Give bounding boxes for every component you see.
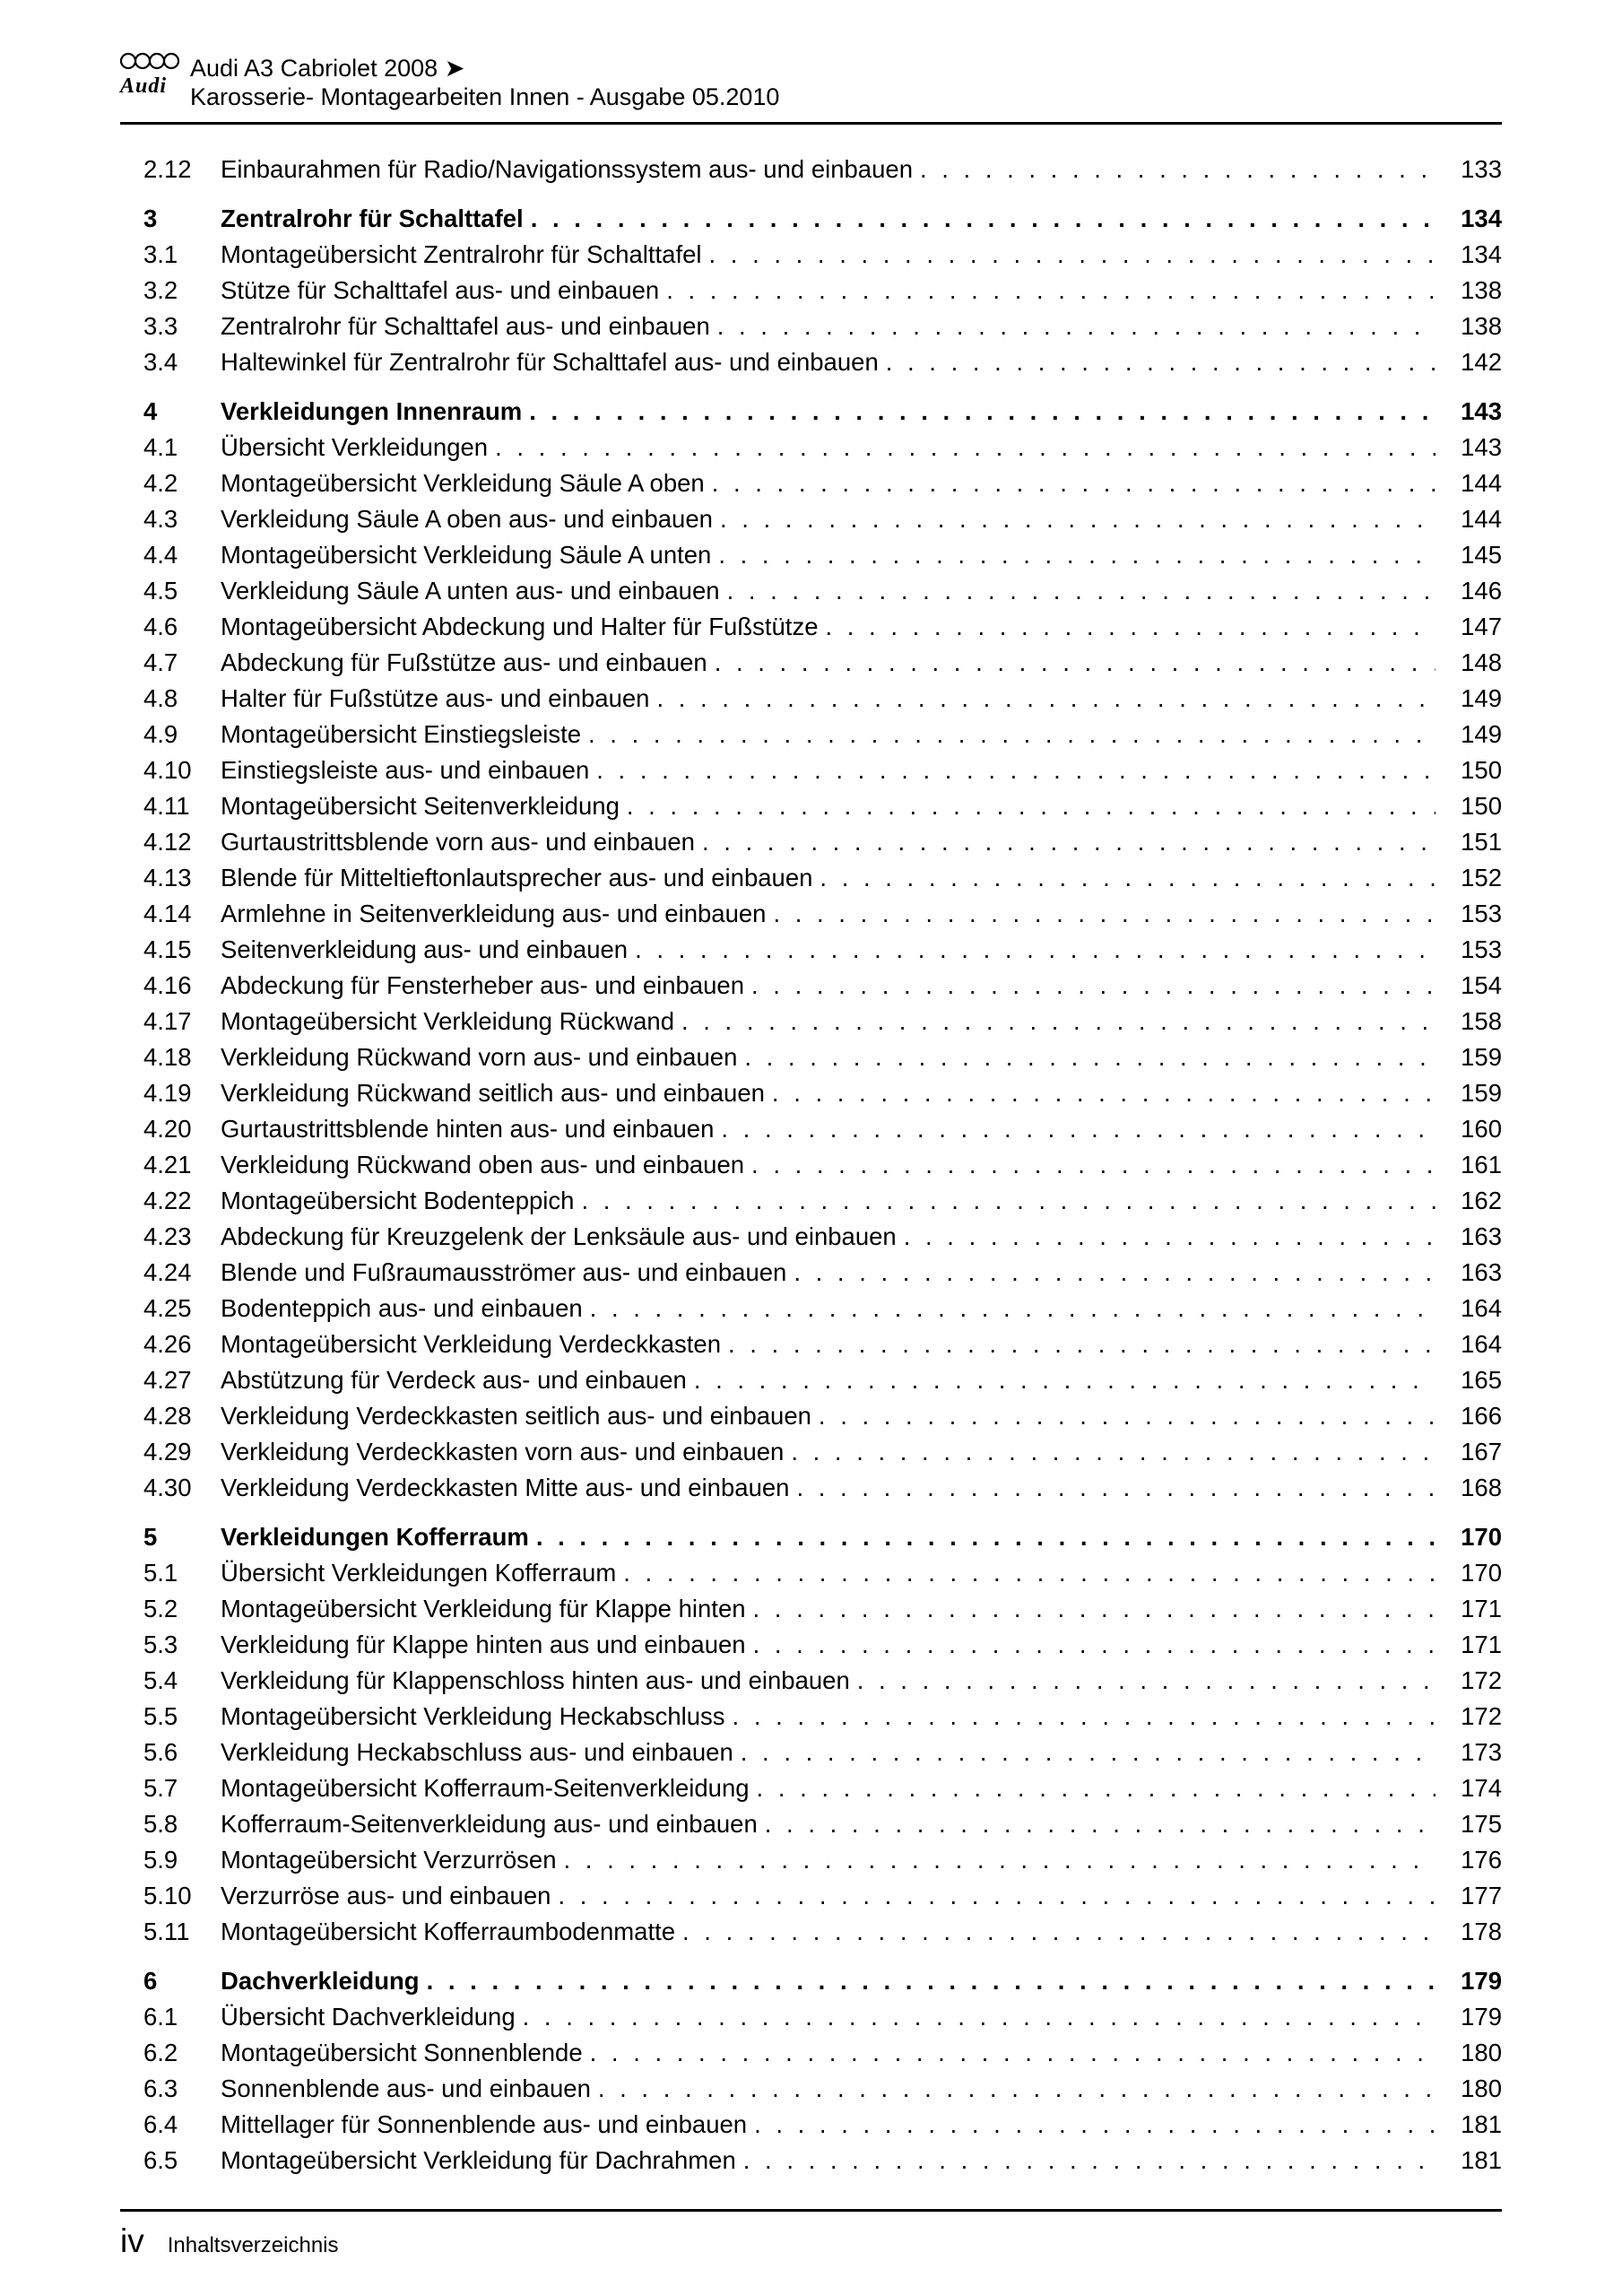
toc-entry-page: 172	[1461, 1666, 1502, 1694]
toc-dot-leader	[720, 501, 1436, 537]
toc-entry-number: 4.2	[143, 469, 178, 497]
toc-dot-leader	[635, 932, 1436, 968]
footer-line	[120, 2224, 1502, 2258]
toc-entry-number: 5.3	[143, 1631, 178, 1658]
toc-dot-leader	[531, 201, 1436, 237]
toc-entry-number: 4.13	[143, 864, 192, 891]
page-header	[120, 52, 1502, 111]
toc-entry-title: Stütze für Schalttafel aus- und einbauen	[221, 276, 660, 304]
toc-entry-title: Verkleidungen Innenraum	[221, 397, 523, 425]
toc-entry-page: 138	[1461, 276, 1502, 304]
toc-dot-leader	[727, 573, 1436, 609]
toc-entry-number: 4.5	[143, 577, 178, 604]
toc-dot-leader	[857, 1663, 1436, 1699]
toc-entry-number: 4.17	[143, 1007, 192, 1035]
header-text-block	[190, 52, 779, 111]
toc-entry-page: 163	[1461, 1222, 1502, 1250]
header-document-line: Karosserie- Montagearbeiten Innen - Ausgabe 05.2010	[190, 83, 780, 110]
toc-entry-page: 164	[1461, 1294, 1502, 1322]
header-model-line: Audi A3 Cabriolet 2008 ➤	[190, 55, 465, 82]
toc-dot-leader	[819, 1398, 1436, 1434]
toc-entry	[120, 309, 1502, 344]
toc-entry-title: Übersicht Dachverkleidung	[221, 2003, 516, 2031]
toc-entry	[120, 2107, 1502, 2143]
toc-entry	[120, 1075, 1502, 1111]
toc-entry-number: 4.28	[143, 1402, 192, 1430]
toc-entry-page: 171	[1461, 1631, 1502, 1658]
toc-entry-page: 163	[1461, 1258, 1502, 1286]
toc-dot-leader	[598, 2071, 1436, 2107]
toc-entry-page: 181	[1461, 2146, 1502, 2174]
toc-list	[120, 152, 1502, 2179]
toc-entry-title: Armlehne in Seitenverkleidung aus- und einbauen	[221, 900, 767, 927]
toc-entry-page: 143	[1461, 433, 1502, 461]
toc-dot-leader	[694, 1362, 1436, 1398]
toc-entry-title: Verkleidung Rückwand seitlich aus- und einbauen	[221, 1079, 765, 1107]
toc-entry	[120, 1004, 1502, 1039]
toc-entry	[120, 1663, 1502, 1699]
toc-dot-leader	[427, 1963, 1436, 1999]
toc-entry-number: 4.12	[143, 828, 192, 856]
toc-entry-title: Zentralrohr für Schalttafel aus- und einbauen	[221, 312, 710, 340]
toc-entry-page: 148	[1461, 648, 1502, 676]
toc-entry-number: 6	[143, 1967, 158, 1995]
toc-dot-leader	[715, 645, 1436, 681]
toc-entry-page: 170	[1461, 1559, 1502, 1587]
toc-entry-number: 5.7	[143, 1774, 178, 1802]
toc-entry	[120, 824, 1502, 860]
toc-entry-page: 146	[1461, 577, 1502, 604]
toc-entry-title: Kofferraum-Seitenverkleidung aus- und einbauen	[221, 1810, 758, 1838]
toc-entry-number: 4.18	[143, 1043, 192, 1071]
toc-entry-title: Seitenverkleidung aus- und einbauen	[221, 935, 629, 963]
toc-entry	[120, 1914, 1502, 1950]
toc-entry-page: 138	[1461, 312, 1502, 340]
toc-entry	[120, 1878, 1502, 1914]
toc-entry-page: 153	[1461, 900, 1502, 927]
toc-entry-title: Blende und Fußraumausströmer aus- und einbauen	[221, 1258, 787, 1286]
toc-entry-title: Montageübersicht Verzurrösen	[221, 1846, 557, 1874]
toc-entry-number: 4.9	[143, 720, 178, 748]
toc-dot-leader	[564, 1842, 1436, 1878]
toc-entry-number: 6.1	[143, 2003, 178, 2031]
toc-dot-leader	[581, 1183, 1436, 1219]
audi-brand-block	[120, 52, 190, 99]
toc-entry-number: 6.2	[143, 2039, 178, 2066]
toc-entry-page: 134	[1461, 204, 1502, 232]
toc-entry	[120, 465, 1502, 501]
header-divider	[120, 122, 1502, 125]
toc-entry-number: 4.10	[143, 756, 192, 784]
toc-entry-page: 179	[1461, 2003, 1502, 2031]
toc-entry-number: 5.11	[143, 1918, 190, 1945]
toc-entry-title: Abstützung für Verdeck aus- und einbauen	[221, 1366, 687, 1394]
toc-entry-title: Verkleidung Verdeckkasten Mitte aus- und einbauen	[221, 1474, 790, 1501]
toc-entry	[120, 1555, 1502, 1591]
toc-entry-page: 172	[1461, 1702, 1502, 1730]
toc-entry-page: 158	[1461, 1007, 1502, 1035]
toc-entry-number: 5.1	[143, 1559, 178, 1587]
toc-entry-title: Montageübersicht Zentralrohr für Schalttafel	[221, 240, 702, 268]
toc-entry-page: 133	[1461, 155, 1502, 183]
toc-entry-title: Verkleidung Rückwand oben aus- und einbauen	[221, 1151, 745, 1178]
toc-entry-title: Gurtaustrittsblende vorn aus- und einbauen	[221, 828, 695, 856]
toc-entry-title: Blende für Mitteltieftonlautsprecher aus- und einbauen	[221, 864, 813, 891]
toc-entry-number: 5.6	[143, 1738, 178, 1766]
toc-entry-title: Montageübersicht Bodenteppich	[221, 1187, 575, 1214]
toc-entry	[120, 1963, 1502, 1999]
toc-entry-number: 3.2	[143, 276, 178, 304]
toc-dot-leader	[681, 1004, 1436, 1039]
toc-entry-number: 5	[143, 1523, 158, 1551]
toc-entry-number: 4.22	[143, 1187, 192, 1214]
toc-dot-leader	[794, 1255, 1436, 1291]
toc-entry-number: 3.3	[143, 312, 178, 340]
toc-entry-title: Einbaurahmen für Radio/Navigationssystem aus- und einbauen	[221, 155, 913, 183]
toc-dot-leader	[733, 1699, 1436, 1735]
toc-entry-number: 4.27	[143, 1366, 192, 1394]
toc-dot-leader	[590, 1291, 1436, 1326]
toc-entry-number: 4.7	[143, 648, 178, 676]
toc-entry	[120, 1699, 1502, 1735]
toc-entry-number: 2.12	[143, 155, 192, 183]
toc-entry	[120, 201, 1502, 237]
toc-entry-number: 3.4	[143, 348, 178, 376]
toc-dot-leader	[718, 537, 1436, 573]
audi-rings-icon	[120, 52, 179, 74]
toc-entry-page: 176	[1461, 1846, 1502, 1874]
toc-entry-number: 4.14	[143, 900, 192, 927]
toc-entry-number: 4.30	[143, 1474, 192, 1501]
toc-entry-page: 173	[1461, 1738, 1502, 1766]
toc-entry-number: 4.16	[143, 971, 192, 999]
toc-dot-leader	[751, 1147, 1436, 1183]
toc-dot-leader	[741, 1735, 1436, 1770]
toc-entry-page: 152	[1461, 864, 1502, 891]
toc-entry-number: 5.9	[143, 1846, 178, 1874]
toc-entry	[120, 645, 1502, 681]
toc-entry-number: 4.29	[143, 1438, 192, 1465]
toc-entry-number: 4.1	[143, 433, 178, 461]
toc-entry	[120, 2035, 1502, 2071]
toc-entry	[120, 1519, 1502, 1555]
toc-entry-title: Montageübersicht Verkleidung Heckabschluss	[221, 1702, 725, 1730]
toc-entry	[120, 788, 1502, 824]
toc-entry-number: 4.20	[143, 1115, 192, 1143]
toc-entry-title: Montageübersicht Kofferraum-Seitenverkleidung	[221, 1774, 750, 1802]
toc-dot-leader	[820, 860, 1436, 896]
toc-dot-leader	[596, 752, 1436, 788]
toc-entry-number: 4	[143, 397, 158, 425]
toc-dot-leader	[495, 430, 1436, 465]
toc-entry-page: 166	[1461, 1402, 1502, 1430]
toc-dot-leader	[558, 1878, 1436, 1914]
toc-entry-number: 5.2	[143, 1595, 178, 1622]
toc-dot-leader	[627, 788, 1436, 824]
toc-entry-number: 3.1	[143, 240, 178, 268]
toc-dot-leader	[773, 896, 1436, 932]
toc-dot-leader	[717, 309, 1436, 344]
toc-entry-page: 143	[1461, 397, 1502, 425]
toc-dot-leader	[666, 273, 1436, 309]
toc-entry	[120, 573, 1502, 609]
toc-entry-title: Gurtaustrittsblende hinten aus- und einbauen	[221, 1115, 715, 1143]
toc-entry-title: Montageübersicht Abdeckung und Halter für Fußstütze	[221, 613, 819, 640]
toc-dot-leader	[826, 609, 1436, 645]
toc-entry-number: 3	[143, 204, 158, 232]
toc-entry	[120, 968, 1502, 1004]
toc-entry-page: 159	[1461, 1079, 1502, 1107]
toc-entry	[120, 1806, 1502, 1842]
toc-entry-title: Dachverkleidung	[221, 1967, 420, 1995]
toc-entry-title: Montageübersicht Verkleidung Verdeckkasten	[221, 1330, 721, 1358]
toc-entry-number: 4.6	[143, 613, 178, 640]
toc-entry-page: 181	[1461, 2110, 1502, 2138]
toc-entry-title: Einstiegsleiste aus- und einbauen	[221, 756, 590, 784]
toc-entry	[120, 860, 1502, 896]
toc-entry-title: Übersicht Verkleidungen	[221, 433, 489, 461]
toc-entry-page: 150	[1461, 792, 1502, 820]
toc-entry-title: Verkleidung Säule A oben aus- und einbauen	[221, 505, 713, 533]
toc-entry	[120, 681, 1502, 717]
toc-entry	[120, 1770, 1502, 1806]
toc-entry	[120, 1470, 1502, 1506]
toc-dot-leader	[743, 2143, 1436, 2179]
toc-entry	[120, 2143, 1502, 2179]
footer-page-number: iv	[120, 2222, 144, 2259]
toc-entry-title: Abdeckung für Fußstütze aus- und einbauen	[221, 648, 707, 676]
toc-entry-page: 175	[1461, 1810, 1502, 1838]
toc-entry-title: Zentralrohr für Schalttafel	[221, 204, 524, 232]
toc-dot-leader	[772, 1075, 1436, 1111]
toc-dot-leader	[523, 1999, 1436, 2035]
toc-dot-leader	[529, 394, 1436, 430]
toc-entry-title: Montageübersicht Seitenverkleidung	[221, 792, 620, 820]
toc-entry-number: 6.4	[143, 2110, 178, 2138]
toc-entry-number: 5.8	[143, 1810, 178, 1838]
toc-entry-number: 4.4	[143, 541, 178, 569]
toc-entry-title: Montageübersicht Verkleidung Säule A oben	[221, 469, 705, 497]
footer-divider	[120, 2209, 1502, 2212]
toc-entry	[120, 1398, 1502, 1434]
toc-entry-page: 167	[1461, 1438, 1502, 1465]
toc-dot-leader	[712, 465, 1436, 501]
toc-entry	[120, 1591, 1502, 1627]
toc-entry	[120, 394, 1502, 430]
toc-entry	[120, 237, 1502, 273]
toc-entry-page: 149	[1461, 684, 1502, 712]
toc-entry-page: 154	[1461, 971, 1502, 999]
footer-section-title: Inhaltsverzeichnis	[167, 2233, 339, 2257]
toc-entry-title: Montageübersicht Kofferraumbodenmatte	[221, 1918, 676, 1945]
toc-entry	[120, 609, 1502, 645]
toc-entry-page: 177	[1461, 1882, 1502, 1909]
toc-entry-number: 5.10	[143, 1882, 192, 1909]
toc-entry-page: 170	[1461, 1523, 1502, 1551]
toc-entry-page: 150	[1461, 756, 1502, 784]
toc-dot-leader	[754, 2107, 1436, 2143]
toc-entry	[120, 1147, 1502, 1183]
toc-dot-leader	[728, 1326, 1436, 1362]
toc-dot-leader	[590, 2035, 1436, 2071]
toc-entry	[120, 537, 1502, 573]
toc-entry-number: 4.8	[143, 684, 178, 712]
toc-entry-page: 153	[1461, 935, 1502, 963]
toc-entry-page: 144	[1461, 505, 1502, 533]
toc-entry	[120, 1183, 1502, 1219]
toc-entry	[120, 1735, 1502, 1770]
toc-dot-leader	[791, 1434, 1436, 1470]
toc-entry-number: 4.24	[143, 1258, 192, 1286]
toc-entry-page: 149	[1461, 720, 1502, 748]
toc-entry-number: 6.5	[143, 2146, 178, 2174]
toc-entry-title: Montageübersicht Verkleidung Säule A unten	[221, 541, 712, 569]
toc-entry-page: 160	[1461, 1115, 1502, 1143]
toc-entry	[120, 1111, 1502, 1147]
toc-entry-title: Montageübersicht Verkleidung für Klappe hinten	[221, 1595, 746, 1622]
toc-entry	[120, 1219, 1502, 1255]
toc-entry-page: 171	[1461, 1595, 1502, 1622]
toc-entry	[120, 430, 1502, 465]
toc-dot-leader	[721, 1111, 1436, 1147]
toc-entry-title: Verkleidung Verdeckkasten seitlich aus- und einbauen	[221, 1402, 811, 1430]
toc-entry-title: Mittellager für Sonnenblende aus- und einbauen	[221, 2110, 748, 2138]
toc-entry	[120, 717, 1502, 752]
toc-entry-title: Verkleidung Säule A unten aus- und einbauen	[221, 577, 720, 604]
toc-entry-title: Haltewinkel für Zentralrohr für Schalttafel aus- und einbauen	[221, 348, 879, 376]
toc-entry-title: Verkleidung Heckabschluss aus- und einbauen	[221, 1738, 733, 1766]
toc-dot-leader	[757, 1770, 1436, 1806]
toc-entry-page: 144	[1461, 469, 1502, 497]
toc-entry-title: Montageübersicht Einstiegsleiste	[221, 720, 582, 748]
toc-entry-title: Montageübersicht Verkleidung Rückwand	[221, 1007, 674, 1035]
toc-dot-leader	[920, 152, 1436, 187]
toc-entry-page: 159	[1461, 1043, 1502, 1071]
toc-dot-leader	[682, 1914, 1436, 1950]
toc-dot-leader	[744, 1039, 1436, 1075]
toc-dot-leader	[709, 237, 1436, 273]
toc-dot-leader	[702, 824, 1436, 860]
toc-entry-title: Montageübersicht Verkleidung für Dachrahmen	[221, 2146, 736, 2174]
toc-entry-title: Bodenteppich aus- und einbauen	[221, 1294, 583, 1322]
toc-entry	[120, 1362, 1502, 1398]
toc-entry-page: 145	[1461, 541, 1502, 569]
toc-entry-page: 162	[1461, 1187, 1502, 1214]
toc-entry	[120, 896, 1502, 932]
toc-entry	[120, 932, 1502, 968]
toc-entry	[120, 501, 1502, 537]
toc-entry-number: 4.3	[143, 505, 178, 533]
toc-entry-number: 5.4	[143, 1666, 178, 1694]
toc-entry-number: 4.11	[143, 792, 190, 820]
toc-dot-leader	[656, 681, 1436, 717]
toc-dot-leader	[765, 1806, 1436, 1842]
toc-entry-title: Abdeckung für Fensterheber aus- und einbauen	[221, 971, 745, 999]
toc-entry-page: 179	[1461, 1967, 1502, 1995]
toc-entry-title: Verkleidung Rückwand vorn aus- und einbauen	[221, 1043, 738, 1071]
toc-entry-page: 147	[1461, 613, 1502, 640]
toc-entry	[120, 344, 1502, 380]
toc-entry	[120, 1255, 1502, 1291]
toc-dot-leader	[753, 1591, 1436, 1627]
toc-entry-title: Verkleidung Verdeckkasten vorn aus- und einbauen	[221, 1438, 785, 1465]
toc-entry-number: 4.25	[143, 1294, 192, 1322]
toc-entry	[120, 1842, 1502, 1878]
toc-dot-leader	[796, 1470, 1436, 1506]
toc-entry-title: Verkleidung für Klappenschloss hinten aus- und einbauen	[221, 1666, 850, 1694]
toc-entry-page: 174	[1461, 1774, 1502, 1802]
toc-entry	[120, 752, 1502, 788]
toc-entry	[120, 1291, 1502, 1326]
toc-entry-number: 6.3	[143, 2074, 178, 2102]
toc-entry-page: 151	[1461, 828, 1502, 856]
toc-entry-title: Verkleidungen Kofferraum	[221, 1523, 529, 1551]
toc-entry	[120, 1999, 1502, 2035]
toc-entry-page: 165	[1461, 1366, 1502, 1394]
toc-entry-number: 4.15	[143, 935, 192, 963]
toc-entry	[120, 273, 1502, 309]
toc-entry-number: 5.5	[143, 1702, 178, 1730]
toc-entry-number: 4.19	[143, 1079, 192, 1107]
toc-entry	[120, 1326, 1502, 1362]
toc-entry-title: Halter für Fußstütze aus- und einbauen	[221, 684, 650, 712]
toc-entry-page: 134	[1461, 240, 1502, 268]
toc-entry-page: 161	[1461, 1151, 1502, 1178]
page-footer	[120, 2209, 1502, 2258]
toc-dot-leader	[536, 1519, 1436, 1555]
toc-dot-leader	[623, 1555, 1436, 1591]
toc-entry	[120, 1434, 1502, 1470]
toc-dot-leader	[753, 1627, 1436, 1663]
toc-dot-leader	[886, 344, 1436, 380]
toc-entry-title: Abdeckung für Kreuzgelenk der Lenksäule aus- und einbauen	[221, 1222, 897, 1250]
toc-entry-number: 4.23	[143, 1222, 192, 1250]
toc-entry-page: 180	[1461, 2074, 1502, 2102]
toc-entry	[120, 152, 1502, 187]
toc-entry-title: Verzurröse aus- und einbauen	[221, 1882, 551, 1909]
toc-entry-number: 4.21	[143, 1151, 192, 1178]
audi-wordmark: Audi	[120, 74, 168, 98]
toc-entry-page: 180	[1461, 2039, 1502, 2066]
toc-dot-leader	[904, 1219, 1436, 1255]
toc-entry	[120, 2071, 1502, 2107]
toc-entry-number: 4.26	[143, 1330, 192, 1358]
toc-entry-page: 168	[1461, 1474, 1502, 1501]
toc-entry-page: 178	[1461, 1918, 1502, 1945]
toc-entry-title: Sonnenblende aus- und einbauen	[221, 2074, 591, 2102]
toc-entry-page: 164	[1461, 1330, 1502, 1358]
toc-entry-title: Montageübersicht Sonnenblende	[221, 2039, 583, 2066]
toc-entry-title: Verkleidung für Klappe hinten aus und einbauen	[221, 1631, 746, 1658]
toc-entry	[120, 1039, 1502, 1075]
toc-dot-leader	[751, 968, 1436, 1004]
toc-entry-page: 142	[1461, 348, 1502, 376]
toc-entry-title: Übersicht Verkleidungen Kofferraum	[221, 1559, 617, 1587]
toc-entry	[120, 1627, 1502, 1663]
toc-dot-leader	[588, 717, 1436, 752]
